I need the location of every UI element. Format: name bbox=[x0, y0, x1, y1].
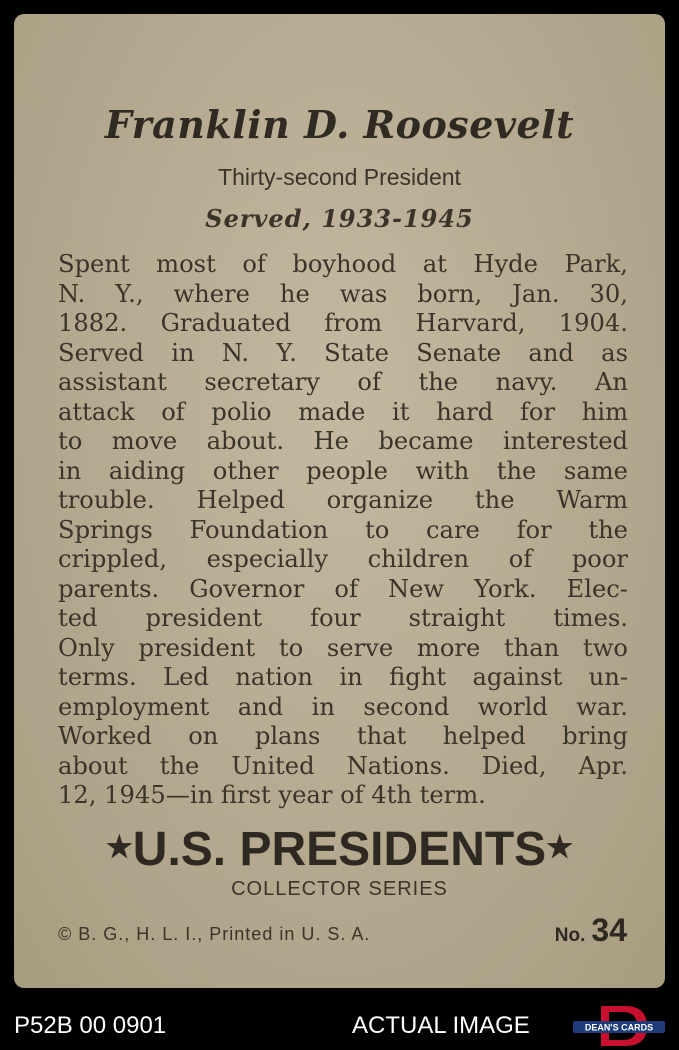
bio-line: N. Y., where he was born, Jan. 30, bbox=[58, 279, 628, 308]
bio-line: Springs Foundation to care for the bbox=[58, 515, 628, 544]
card-number-label: No. bbox=[554, 925, 586, 946]
bio-line: ted president four straight times. bbox=[58, 604, 628, 632]
bio-line: about the United Nations. Died, Apr. bbox=[58, 751, 628, 780]
series-title-text: U.S. PRESIDENTS bbox=[132, 823, 547, 876]
cert-id: P52B 00 0901 bbox=[14, 1012, 167, 1039]
deans-cards-logo-icon bbox=[573, 1004, 665, 1048]
card-number bbox=[555, 912, 627, 949]
bio-line: terms. Led nation in fight against un- bbox=[58, 663, 628, 691]
star-icon: ★ bbox=[105, 831, 133, 864]
bio-line: assistant secretary of the navy. An bbox=[58, 368, 628, 396]
bio-line: to move about. He became interested bbox=[58, 427, 628, 455]
president-name: Franklin D. Roosevelt bbox=[104, 102, 575, 147]
actual-image-label: ACTUAL IMAGE bbox=[352, 1012, 530, 1039]
bio-line: 1882. Graduated from Harvard, 1904. bbox=[58, 309, 628, 337]
copyright-line: © B. G., H. L. I., Printed in U. S. A. bbox=[58, 924, 371, 944]
bio-line: employment and in second world war. bbox=[58, 692, 628, 721]
bio-line: parents. Governor of New York. Elec- bbox=[58, 574, 628, 603]
svg-text:DEAN'S CARDS: DEAN'S CARDS bbox=[584, 1022, 654, 1033]
bio-line: trouble. Helped organize the Warm bbox=[58, 486, 628, 514]
card-back bbox=[14, 14, 665, 988]
served-years: Served, 1933-1945 bbox=[205, 204, 474, 233]
bio-line: Only president to serve more than two bbox=[58, 633, 628, 662]
bio-line: attack of polio made it hard for him bbox=[58, 397, 628, 426]
series-subtitle: COLLECTOR SERIES bbox=[231, 878, 448, 900]
biography-text bbox=[58, 250, 628, 811]
bio-line: 12, 1945—in first year of 4th term. bbox=[58, 781, 486, 809]
bio-line: Worked on plans that helped bring bbox=[58, 722, 628, 750]
bio-line: in aiding other people with the same bbox=[58, 456, 628, 485]
card-number-value: 34 bbox=[591, 912, 627, 948]
bio-line: Served in N. Y. State Senate and as bbox=[58, 338, 628, 367]
bio-line: Spent most of boyhood at Hyde Park, bbox=[58, 250, 628, 278]
series-title bbox=[14, 822, 665, 877]
star-icon: ★ bbox=[546, 831, 574, 864]
bio-line: crippled, especially children of poor bbox=[58, 545, 628, 573]
president-ordinal: Thirty-second President bbox=[218, 164, 461, 190]
